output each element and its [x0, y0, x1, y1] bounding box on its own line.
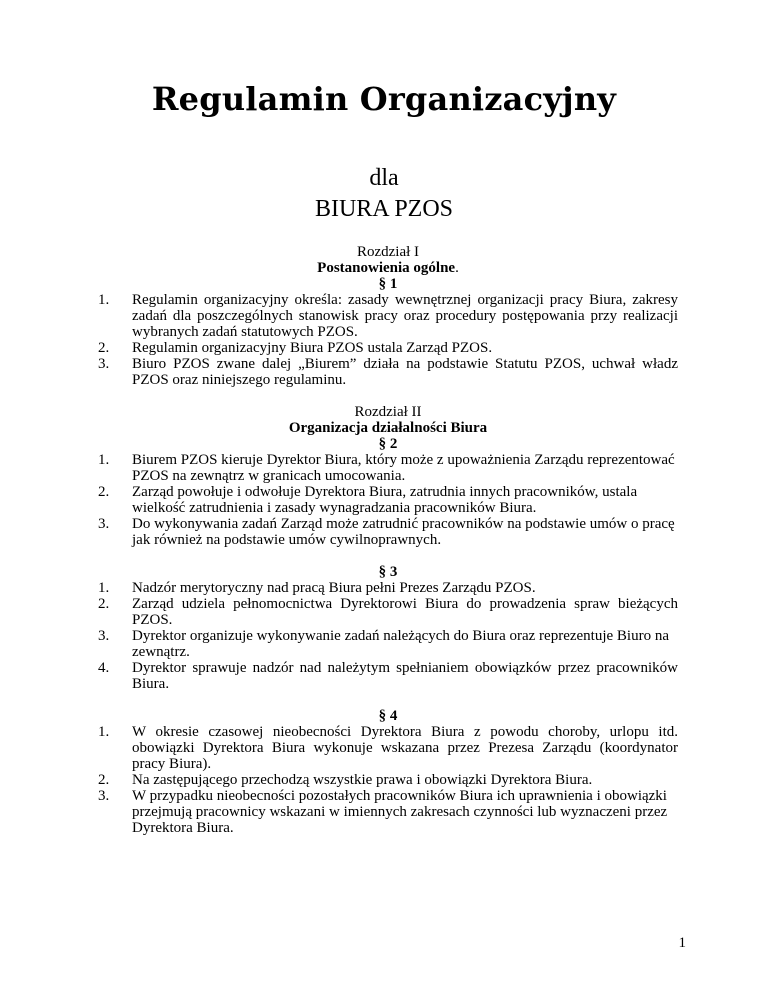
chapter-1-heading-suffix: .	[455, 260, 459, 276]
list-item-text: W przypadku nieobecności pozostałych pracowników Biura ich uprawnienia i obowiązki przejmują pracownicy wskazani w imiennych zakresach czynności lub wyznaczeni przez Dyrektora Biura.	[132, 788, 668, 836]
list-item-text: Dyrektor organizuje wykonywanie zadań należących do Biura oraz reprezentuje Biuro na zewnątrz.	[132, 628, 669, 660]
paragraph-1-list	[98, 292, 678, 388]
document-subtitle-dla: dla	[369, 165, 399, 191]
paragraph-3-mark: § 3	[378, 564, 398, 580]
list-item: 3. W przypadku nieobecności pozostałych pracowników Biura ich uprawnienia i obowiązki przejmują pracownicy wskazani w imiennych zakresach czynności lub wyznaczeni przez Dyrektora Biura.	[98, 788, 668, 836]
list-item: 1. Biurem PZOS kieruje Dyrektor Biura, który może z upoważnienia Zarządu reprezentować PZOS na zewnątrz w granicach umocowania.	[98, 452, 675, 484]
chapter-1-label: Rozdział I	[356, 244, 420, 260]
chapter-2-label: Rozdział II	[354, 404, 422, 420]
list-item-text: Biurem PZOS kieruje Dyrektor Biura, który może z upoważnienia Zarządu reprezentować PZOS na zewnątrz w granicach umocowania.	[132, 452, 675, 484]
chapter-1-heading-text: Postanowienia ogólne	[317, 260, 456, 276]
list-item-text: Nadzór merytoryczny nad pracą Biura pełni Prezes Zarządu PZOS.	[132, 580, 536, 596]
list-item-text: W okresie czasowej nieobecności Dyrektora Biura z powodu choroby, urlopu itd. obowiązki Dyrektora Biura wykonuje wskazana przez Prezesa Zarządu (koordynator pracy Biura).	[132, 724, 678, 772]
paragraph-1-mark: § 1	[378, 276, 398, 292]
list-item-text: Regulamin organizacyjny określa: zasady wewnętrznej organizacji pracy Biura, zakresy zadań dla poszczególnych stanowisk pracy oraz procedury postępowania przy realizacji wybranych zadań statutowych PZOS.	[132, 292, 678, 340]
list-item: 1. Regulamin organizacyjny określa: zasady wewnętrznej organizacji pracy Biura, zakresy zadań dla poszczególnych stanowisk pracy oraz procedury postępowania przy realizacji wybranych zadań statutowych PZOS.	[98, 292, 678, 340]
list-item: 1. W okresie czasowej nieobecności Dyrektora Biura z powodu choroby, urlopu itd. obowiązki Dyrektora Biura wykonuje wskazana przez Prezesa Zarządu (koordynator pracy Biura).	[98, 724, 678, 772]
list-item: 3. Biuro PZOS zwane dalej „Biurem” działa na podstawie Statutu PZOS, uchwał władz PZOS oraz niniejszego regulaminu.	[98, 356, 678, 388]
chapter-1-heading	[98, 260, 678, 276]
list-item: 3. Dyrektor organizuje wykonywanie zadań należących do Biura oraz reprezentuje Biuro na zewnątrz.	[98, 628, 669, 660]
list-item-text: Regulamin organizacyjny Biura PZOS ustala Zarząd PZOS.	[132, 340, 493, 356]
list-item: 2. Zarząd udziela pełnomocnictwa Dyrektorowi Biura do prowadzenia spraw bieżących PZOS.	[98, 596, 678, 628]
list-item-text: Do wykonywania zadań Zarząd może zatrudnić pracowników na podstawie umów o pracę jak również na podstawie umów cywilnoprawnych.	[132, 516, 675, 548]
list-item: 2. Regulamin organizacyjny Biura PZOS ustala Zarząd PZOS.	[98, 340, 493, 356]
list-item-text: Zarząd powołuje i odwołuje Dyrektora Biura, zatrudnia innych pracowników, ustala wielkość zatrudnienia i zasady wynagradzania pracowników Biura.	[132, 484, 638, 516]
paragraph-2-list	[98, 452, 678, 548]
list-item-text: Na zastępującego przechodzą wszystkie prawa i obowiązki Dyrektora Biura.	[132, 772, 593, 788]
document-subtitle-biuro: BIURA PZOS	[314, 196, 454, 222]
paragraph-4-mark: § 4	[378, 708, 398, 724]
document-body	[98, 244, 678, 836]
chapter-2-heading: Organizacja działalności Biura	[288, 420, 488, 436]
list-item-text: Biuro PZOS zwane dalej „Biurem” działa na podstawie Statutu PZOS, uchwał władz PZOS oraz niniejszego regulaminu.	[132, 356, 678, 388]
paragraph-4-list	[98, 724, 678, 836]
list-item: 1. Nadzór merytoryczny nad pracą Biura pełni Prezes Zarządu PZOS.	[98, 580, 536, 596]
list-item-text: Zarząd udziela pełnomocnictwa Dyrektorowi Biura do prowadzenia spraw bieżących PZOS.	[132, 596, 678, 628]
paragraph-2-mark: § 2	[378, 436, 398, 452]
list-item: 2. Na zastępującego przechodzą wszystkie prawa i obowiązki Dyrektora Biura.	[98, 772, 593, 788]
list-item: 4. Dyrektor sprawuje nadzór nad należytym spełnianiem obowiązków przez pracowników Biura.	[98, 660, 678, 692]
paragraph-3-list	[98, 580, 678, 692]
list-item-text: Dyrektor sprawuje nadzór nad należytym spełnianiem obowiązków przez pracowników Biura.	[132, 660, 678, 692]
document-title: Regulamin Organizacyjny	[151, 80, 617, 118]
list-item: 2. Zarząd powołuje i odwołuje Dyrektora Biura, zatrudnia innych pracowników, ustala wielkość zatrudnienia i zasady wynagradzania pracowników Biura.	[98, 484, 638, 516]
list-item: 3. Do wykonywania zadań Zarząd może zatrudnić pracowników na podstawie umów o pracę jak również na podstawie umów cywilnoprawnych.	[98, 516, 675, 548]
page-number: 1	[678, 935, 686, 951]
